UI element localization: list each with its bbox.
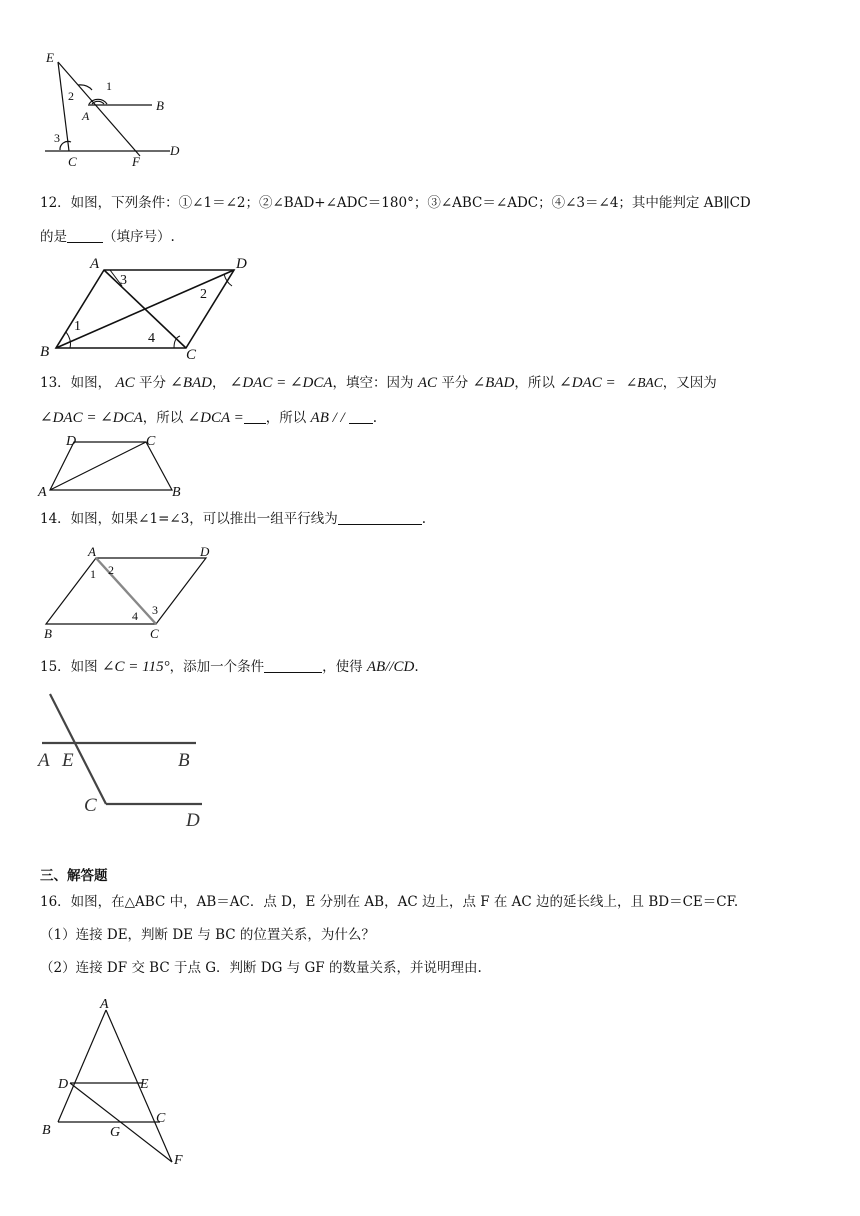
q13-text-8: ，所以 bbox=[142, 410, 184, 426]
angle-4-label: 4 bbox=[148, 331, 155, 346]
label-A: A bbox=[38, 750, 50, 771]
figure-q13-svg bbox=[36, 432, 196, 500]
label-C: C bbox=[156, 1111, 166, 1126]
angle-1-label: 1 bbox=[90, 567, 96, 581]
angle-3-label: 3 bbox=[152, 603, 158, 617]
figure-q16-svg bbox=[38, 996, 198, 1176]
figure-q16 bbox=[38, 996, 198, 1176]
angle-4-label: 4 bbox=[132, 609, 138, 623]
q13-text-10: . bbox=[372, 410, 377, 426]
q15-math-1: ∠C = 115° bbox=[101, 659, 170, 675]
label-B: B bbox=[44, 626, 52, 641]
label-D: D bbox=[170, 143, 180, 158]
label-B: B bbox=[40, 344, 50, 360]
q12-text-1: 12．如图，下列条件：①∠1＝∠2；②∠BAD+∠ADC＝180°；③∠ABC＝∠ADC；④∠3＝∠4；其中能判定 AB∥CD bbox=[40, 195, 751, 211]
q14-text: 14．如图，如果∠1=∠3，可以推出一组平行线为 bbox=[40, 511, 338, 527]
q16-part2 bbox=[40, 958, 840, 978]
angle-2-label: 2 bbox=[200, 287, 207, 302]
q12-line2 bbox=[40, 227, 840, 247]
angle-1-label: 1 bbox=[74, 319, 81, 334]
q12-line1 bbox=[40, 193, 840, 213]
label-C: C bbox=[146, 434, 156, 449]
q16-stem-text: 16．如图，在△ABC 中，AB＝AC．点 D，E 分别在 AB，AC 边上，点 F 在 AC 边的延长线上，且 BD＝CE＝CF. bbox=[40, 894, 739, 910]
angle-2-label: 2 bbox=[108, 563, 114, 577]
label-A: A bbox=[90, 256, 100, 272]
label-E: E bbox=[140, 1077, 149, 1092]
figure-q14-svg bbox=[40, 544, 230, 642]
q14-line bbox=[40, 509, 840, 529]
label-G: G bbox=[110, 1125, 121, 1140]
q15-text-1: 15．如图 bbox=[40, 659, 98, 675]
q13-text-4: ，填空：因为 bbox=[332, 375, 414, 391]
figure-q15-svg bbox=[36, 692, 216, 832]
label-E: E bbox=[46, 50, 54, 65]
label-B: B bbox=[178, 750, 190, 771]
q12-text-2: 的是 bbox=[40, 229, 67, 245]
label-C: C bbox=[84, 795, 97, 816]
label-A: A bbox=[38, 485, 47, 500]
q13-text-7: ，又因为 bbox=[662, 375, 717, 391]
q13-math-8: ∠DAC = ∠DCA bbox=[40, 410, 143, 426]
q12-text-3: （填序号）. bbox=[103, 229, 175, 245]
label-F: F bbox=[132, 154, 140, 169]
label-B: B bbox=[156, 98, 164, 113]
figure-q12 bbox=[36, 258, 256, 362]
q13-math-10: AB / / bbox=[310, 410, 345, 426]
q13-math-1: AC bbox=[115, 375, 135, 391]
q13-math-5: ∠BAD bbox=[472, 375, 515, 391]
label-C: C bbox=[186, 347, 197, 363]
q16-part1 bbox=[40, 925, 840, 945]
q13-line1 bbox=[40, 373, 840, 393]
q13-math-6: ∠DAC = bbox=[559, 375, 616, 391]
label-F: F bbox=[174, 1153, 183, 1168]
q15-text-3: ，使得 bbox=[322, 659, 363, 675]
q15-math-2: AB//CD bbox=[366, 659, 415, 675]
q13-text-9: ，所以 bbox=[265, 410, 307, 426]
q13-math-9: ∠DCA = bbox=[187, 410, 244, 426]
q13-math-4: AC bbox=[417, 375, 438, 391]
label-D: D bbox=[236, 256, 247, 272]
label-C: C bbox=[68, 154, 77, 169]
label-D: D bbox=[66, 434, 77, 449]
figure-q11 bbox=[40, 44, 200, 174]
label-D: D bbox=[58, 1077, 69, 1092]
label-A: A bbox=[88, 544, 96, 559]
q13-text-6: ，所以 bbox=[514, 375, 555, 391]
label-A: A bbox=[100, 997, 109, 1012]
q16-part1-text: （1）连接 DE，判断 DE 与 BC 的位置关系，为什么？ bbox=[40, 927, 375, 943]
q14-answer-blank bbox=[338, 510, 422, 525]
q13-text-2: 平分 bbox=[138, 375, 166, 391]
label-D: D bbox=[200, 544, 210, 559]
figure-q15 bbox=[36, 692, 216, 832]
q13-text-5: 平分 bbox=[441, 375, 469, 391]
label-A: A bbox=[82, 109, 90, 123]
q13-answer-blank-2 bbox=[349, 409, 373, 424]
q15-line bbox=[40, 657, 840, 677]
q13-text-3: ， bbox=[211, 375, 226, 391]
label-E: E bbox=[62, 750, 74, 771]
q13-answer-blank-1 bbox=[244, 409, 266, 424]
q15-answer-blank bbox=[264, 658, 322, 673]
angle-2-label: 2 bbox=[68, 89, 74, 103]
label-D: D bbox=[186, 810, 200, 831]
figure-q12-svg bbox=[36, 258, 256, 362]
section-heading: 三、解答题 bbox=[40, 868, 108, 884]
label-B: B bbox=[172, 485, 181, 500]
figure-q11-svg bbox=[40, 44, 200, 174]
q13-text-1: 13．如图， bbox=[40, 375, 112, 391]
label-B: B bbox=[42, 1123, 51, 1138]
q13-math-7: ∠BAC bbox=[625, 375, 663, 390]
label-C: C bbox=[150, 626, 159, 641]
q14-text-end: . bbox=[421, 511, 427, 527]
q16-stem bbox=[40, 892, 840, 912]
q13-math-3: ∠DAC = ∠DCA bbox=[229, 375, 333, 391]
q15-text-4: . bbox=[414, 659, 419, 675]
q16-part2-text: （2）连接 DF 交 BC 于点 G．判断 DG 与 GF 的数量关系，并说明理由. bbox=[40, 960, 482, 976]
q13-math-2: ∠BAD bbox=[170, 375, 212, 391]
figure-q13 bbox=[36, 432, 196, 500]
q12-answer-blank bbox=[67, 228, 103, 243]
figure-q14 bbox=[40, 544, 230, 642]
q13-line2 bbox=[40, 408, 840, 428]
angle-3-label: 3 bbox=[54, 131, 60, 145]
q15-text-2: ，添加一个条件 bbox=[169, 659, 265, 675]
angle-1-label: 1 bbox=[106, 79, 112, 93]
angle-3-label: 3 bbox=[120, 273, 127, 288]
